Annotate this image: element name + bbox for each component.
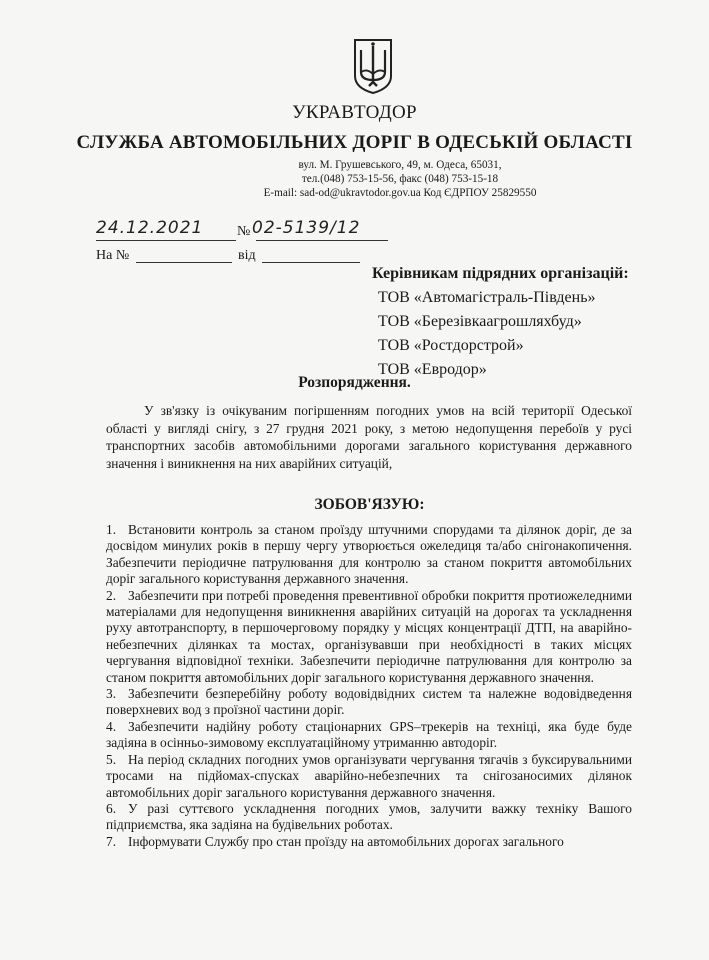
list-item xyxy=(106,719,632,752)
obligation-heading xyxy=(0,496,709,514)
item-text: Забезпечити надійну роботу стаціонарних GPS–трекерів на техніці, яка буде буде задіяна в осінньо-зимовому експлуатаційному утриманню автодоріг. xyxy=(106,718,632,751)
agency-name: УКРАВТОДОР xyxy=(292,102,417,123)
phone-line: тел.(048) 753-15-56, факс (048) 753-15-18 xyxy=(301,173,499,185)
reply-number-underline xyxy=(136,262,232,263)
reply-to-label: На № xyxy=(96,248,130,263)
registration-line xyxy=(96,218,396,244)
item-text: У разі суттєвого ускладнення погодних умов, залучити важку техніку Вашого підприємства, яка задіяна на будівельних роботах. xyxy=(106,800,632,833)
item-number: 7. xyxy=(106,833,117,849)
list-item xyxy=(106,522,632,588)
item-text: На період складних погодних умов організувати чергування тягачів з буксирувальними тросами на підйомах-спусках аварійно-небезпечних та снігозаносимих ділянок автомобільних доріг загального користування державного значення. xyxy=(106,751,632,800)
item-text: Інформувати Службу про стан проїзду на автомобільних дорогах загального xyxy=(128,833,564,849)
number-sign: № xyxy=(237,224,251,239)
addressee-item: ТОВ «Автомагістраль-Південь» xyxy=(378,289,596,306)
reply-to-line xyxy=(96,248,366,268)
item-number: 1. xyxy=(106,522,117,537)
addressee-item: ТОВ «Евродор» xyxy=(378,361,487,378)
date-underline xyxy=(96,240,236,241)
list-item xyxy=(106,801,632,834)
addressee-item: ТОВ «Ростдорстрой» xyxy=(378,337,524,354)
obligation-list xyxy=(106,522,632,850)
registration-date: 24.12.2021 xyxy=(96,218,204,238)
email-line: E-mail: sad-od@ukravtodor.gov.ua Код ЄДРПОУ 25829550 xyxy=(263,187,537,199)
number-underline xyxy=(256,240,388,241)
item-number: 6. xyxy=(106,800,117,816)
item-number: 4. xyxy=(106,718,117,734)
address-line: вул. М. Грушевського, 49, м. Одеса, 65031, xyxy=(298,159,502,171)
item-number: 5. xyxy=(106,751,117,767)
list-item xyxy=(106,686,632,719)
item-text: Забезпечити безперебійну роботу водовідвідних систем та належне водовідведення поверхневих вод з проїзної частини доріг. xyxy=(106,686,632,718)
intro-paragraph xyxy=(106,402,632,472)
item-number: 2. xyxy=(106,587,117,603)
item-text: Встановити контроль за станом проїзду штучними спорудами та ділянок доріг, де за досвідом минулих років в першу чергу утворюється ожеледиця та/або снігонакопичення. Забезпечити періодичне патрулювання для контролю за станом покриття автомобільних доріг загального користування державного значення. xyxy=(106,522,632,587)
item-text: Забезпечити при потребі проведення превентивної обробки покриття протиожеледними матеріалами для недопущення виникнення аварійних ситуацій на дорогах та ускладнення руху автотранспорту, в першочерговому порядку у місцях концентрації ДТП, на аварійно-небезпечних ділянках та мостах, організувавши при необхідності в таких місцях чергування відповідної техніки. Забезпечити періодичне патрулювання для контролю за станом покриття автомобільних доріг загального користування державного значення. xyxy=(106,587,632,685)
addressee-heading: Керівникам підрядних організацій: xyxy=(372,265,629,282)
document-title: Розпорядження. xyxy=(298,374,411,391)
list-item xyxy=(106,588,632,686)
reply-date-underline xyxy=(262,262,360,263)
item-number: 3. xyxy=(106,686,117,702)
trident-emblem-icon xyxy=(352,38,394,94)
from-label: від xyxy=(238,248,256,263)
intro-text: У зв'язку із очікуваним погіршенням погодних умов на всій території Одеської області у вигляді снігу, з 27 грудня 2021 року, з метою недопущення перебоїв у русі транспортних засобів автомобільними дорогами загального користування державного значення і виникнення на них аварійних ситуацій, xyxy=(106,403,632,471)
registration-number: 02-5139/12 xyxy=(252,218,361,238)
list-item xyxy=(106,834,632,850)
addressee-block xyxy=(372,262,629,382)
obligation-heading-text: ЗОБОВ'ЯЗУЮ: xyxy=(314,496,425,513)
service-name: СЛУЖБА АВТОМОБІЛЬНИХ ДОРІГ В ОДЕСЬКІЙ ОБЛАСТІ xyxy=(76,132,633,153)
addressee-item: ТОВ «Березівкаагрошляхбуд» xyxy=(378,313,582,330)
list-item xyxy=(106,752,632,801)
